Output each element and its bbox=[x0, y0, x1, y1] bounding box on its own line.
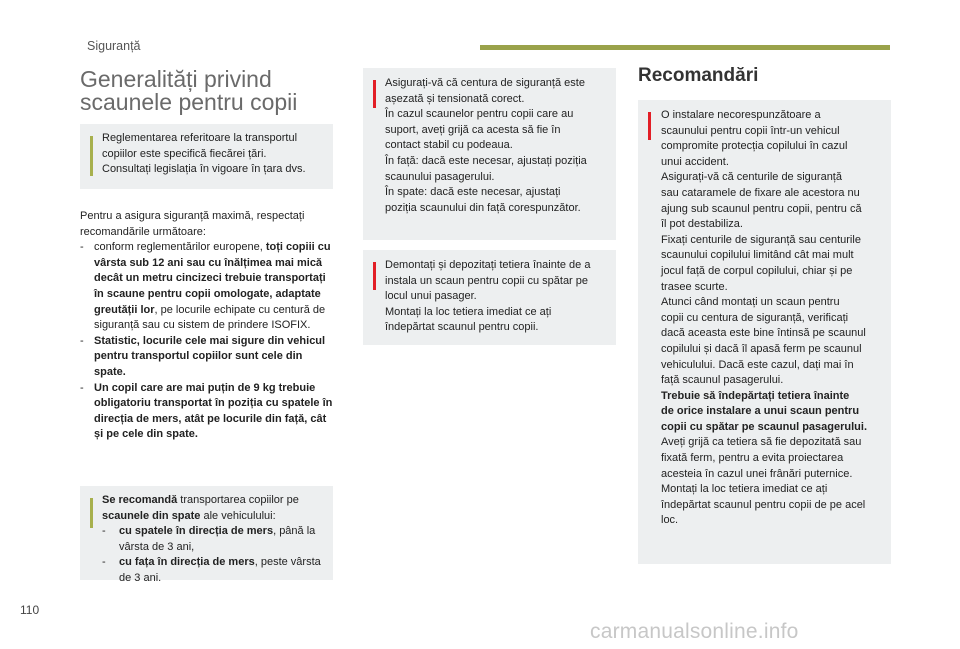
recommendation-line: dacă aceasta este bine întinsă pe scaunul bbox=[661, 327, 866, 340]
recommendation-line: vehiculului. Dacă este cazul, dați mai în bbox=[661, 358, 854, 371]
header-accent-bar bbox=[480, 45, 890, 50]
info-line: copiilor este specifică fiecărei țări. bbox=[102, 147, 267, 160]
recommendation-line: copii cu centura de siguranță, verificați bbox=[661, 311, 849, 324]
warning-line: În față: dacă este necesar, ajustați poziția bbox=[385, 154, 587, 167]
info-box-rear-seats: Se recomandă transportarea copiilor pe scaunele din spate ale vehiculului: - cu spatele în direcția de mers, până la vârsta de 3 ani, - cu fața în direcția de mers, peste vârsta de 3 ani. bbox=[80, 486, 333, 580]
warning-line: așezată și tensionată corect. bbox=[385, 92, 525, 105]
warning-line: Montați la loc tetiera imediat ce ați bbox=[385, 305, 552, 318]
info-marker bbox=[90, 136, 93, 176]
page-number: 110 bbox=[20, 603, 40, 617]
recommendation-line: acesteia în cazul unei frânări puternice. bbox=[661, 467, 853, 480]
intro-line: Pentru a asigura siguranță maximă, respectați bbox=[80, 210, 305, 222]
list-item: - cu spatele în direcția de mers, până la vârsta de 3 ani, bbox=[102, 525, 316, 553]
recommendation-line: fixată ferm, pentru a evita proiectarea bbox=[661, 452, 844, 465]
recommendation-line: îl pot destabiliza. bbox=[661, 218, 743, 231]
recommendation-line: Fixați centurile de siguranță sau centurile bbox=[661, 233, 861, 246]
page-title-line-1: Generalități privind bbox=[80, 66, 272, 92]
warning-marker bbox=[648, 112, 651, 140]
recommendation-line: compromite protecția copilului în cazul bbox=[661, 140, 848, 153]
recommendation-line: îndepărtat scaunul pentru copii de pe acel bbox=[661, 498, 866, 511]
recommendation-line: scaunului pentru copii într-un vehicul bbox=[661, 124, 840, 137]
recommendations-list bbox=[80, 240, 336, 443]
recommendation-line: Aveți grijă ca tetiera să fie depozitată sau bbox=[661, 436, 862, 449]
list-item: - Statistic, locurile cele mai sigure din vehicul pentru transportul copiilor sunt cele din spate. bbox=[80, 334, 326, 378]
watermark: carmanualsonline.info bbox=[590, 620, 799, 643]
page-title-line-2: scaunele pentru copii bbox=[80, 89, 298, 115]
recommendation-line: Asigurați-vă că centurile de siguranță bbox=[661, 171, 842, 184]
recommendations-intro bbox=[80, 209, 336, 443]
section-label: Siguranță bbox=[87, 39, 141, 53]
recommendation-line: trasee scurte. bbox=[661, 280, 728, 293]
page-title bbox=[80, 68, 340, 114]
warning-line: În cazul scaunelor pentru copii care au bbox=[385, 108, 574, 121]
recommendation-line-bold: Trebuie să îndepărtați tetiera înainte bbox=[661, 389, 850, 402]
warning-marker bbox=[373, 262, 376, 290]
warning-line: Asigurați-vă că centura de siguranță este bbox=[385, 77, 585, 89]
warning-line: În spate: dacă este necesar, ajustați bbox=[385, 186, 561, 199]
warning-line: poziția scaunului din față corespunzător. bbox=[385, 201, 581, 214]
info-line: Consultați legislația în vigoare în țara dvs. bbox=[102, 163, 306, 176]
warning-box-seat-belt bbox=[363, 68, 616, 240]
info-line: Reglementarea referitoare la transportul bbox=[102, 132, 298, 144]
warning-marker bbox=[373, 80, 376, 108]
recommendation-line: O instalare necorespunzătoare a bbox=[661, 109, 821, 121]
warning-line: contact stabil cu podeaua. bbox=[385, 139, 513, 152]
list-item: - cu fața în direcția de mers, peste vârsta de 3 ani. bbox=[102, 556, 321, 584]
info-marker bbox=[90, 498, 93, 528]
warning-line: Demontați și depozitați tetiera înainte de a bbox=[385, 259, 591, 271]
recommendation-line: Atunci când montați un scaun pentru bbox=[661, 296, 840, 309]
list-item: - Un copil care are mai puțin de 9 kg trebuie obligatoriu transportat în poziția cu spatele în direcția de mers, atât pe locurile din față, cât și pe cele din spate. bbox=[80, 381, 333, 441]
recommendation-line: unui accident. bbox=[661, 155, 729, 168]
warning-line: scaunului pasagerului. bbox=[385, 170, 495, 183]
recommendations-heading: Recomandări bbox=[638, 65, 759, 86]
warning-line: suport, aveți grijă ca acesta să fie în bbox=[385, 123, 561, 136]
warning-line: îndepărtat scaunul pentru copii. bbox=[385, 321, 539, 334]
intro-line: recomandările următoare: bbox=[80, 225, 206, 238]
warning-box-installation bbox=[638, 100, 891, 564]
recommendation-line-bold: de orice instalare a unui scaun pentru bbox=[661, 405, 860, 418]
info-box-regulations bbox=[80, 124, 333, 189]
list-item: - conform reglementărilor europene, toți copiii cu vârsta sub 12 ani sau cu înălțimea mai mică decât un metru cincizeci trebuie transportați în scaune pentru copii omologate, adaptate greutății lor, pe locurile echipate cu centură de siguranță sau cu sistem de prindere ISOFIX. bbox=[80, 241, 331, 332]
recommendation-line-bold: copii cu spătar pe scaunul pasagerului. bbox=[661, 420, 868, 433]
warning-line: locul unui pasager. bbox=[385, 290, 477, 303]
recommendation-line: sau cataramele de fixare ale acestora nu bbox=[661, 186, 860, 199]
warning-line: instala un scaun pentru copii cu spătar pe bbox=[385, 274, 589, 287]
recommendation-line: Montați la loc tetiera imediat ce ați bbox=[661, 483, 828, 496]
seat-direction-list bbox=[102, 524, 328, 586]
recommendation-line: jocul față de corpul copilului, chiar și pe bbox=[661, 264, 853, 277]
recommendation-line: ajung sub scaunul pentru copii, pentru că bbox=[661, 202, 862, 215]
recommendation-line: copilului și dacă îl apasă ferm pe scaunul bbox=[661, 342, 862, 355]
recommendation-line: scaunului copilului limitând cât mai mult bbox=[661, 249, 854, 262]
recommendation-line: loc. bbox=[661, 514, 679, 527]
warning-box-headrest bbox=[363, 250, 616, 345]
recommendation-line: față scaunul pasagerului. bbox=[661, 374, 784, 387]
